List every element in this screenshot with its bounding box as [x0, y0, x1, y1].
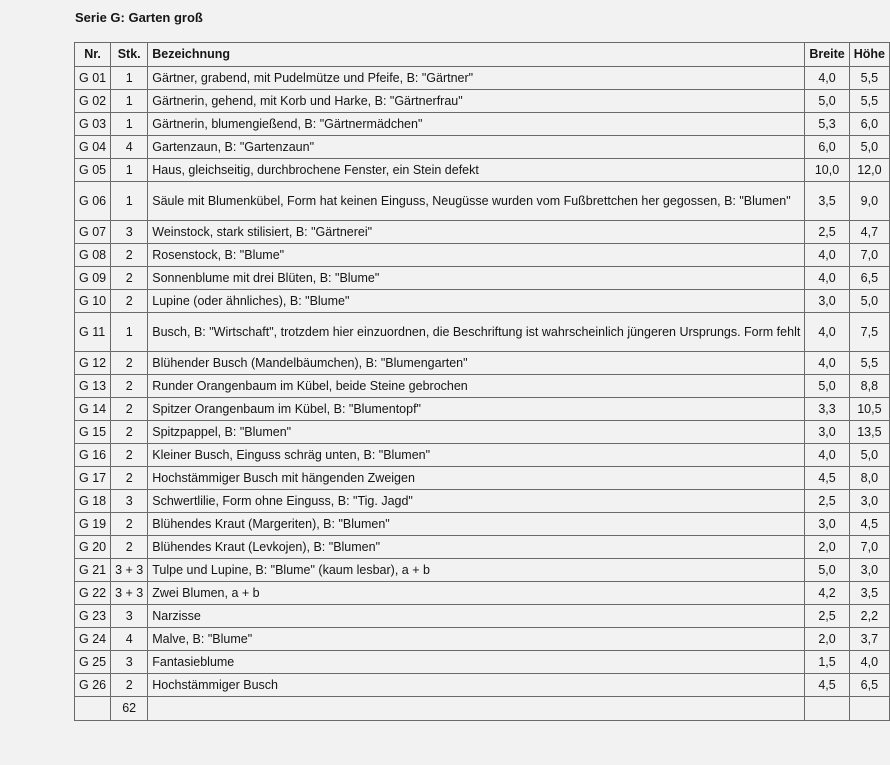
description-cell: Malve, B: "Blume"	[148, 628, 805, 651]
table-row	[75, 444, 890, 467]
table-row	[75, 136, 890, 159]
description-cell: Tulpe und Lupine, B: "Blume" (kaum lesbar), a + b	[148, 559, 805, 582]
quantity-cell: 2	[111, 375, 148, 398]
description-cell: Weinstock, stark stilisiert, B: "Gärtnerei"	[148, 221, 805, 244]
table-row	[75, 90, 890, 113]
quantity-cell: 3	[111, 605, 148, 628]
quantity-cell: 1	[111, 159, 148, 182]
description-cell: Busch, B: "Wirtschaft", trotzdem hier einzuordnen, die Beschriftung ist wahrscheinlich jüngeren Ursprungs. Form fehlt	[148, 313, 805, 352]
width-cell: 3,5	[805, 182, 849, 221]
quantity-cell: 2	[111, 444, 148, 467]
height-cell: 5,5	[849, 67, 889, 90]
height-cell: 6,5	[849, 674, 889, 697]
height-cell: 5,5	[849, 90, 889, 113]
column-header-width: Breite	[805, 43, 849, 67]
height-cell: 3,0	[849, 490, 889, 513]
width-cell: 4,5	[805, 467, 849, 490]
height-cell: 5,0	[849, 136, 889, 159]
column-header-nr: Nr.	[75, 43, 111, 67]
width-cell: 10,0	[805, 159, 849, 182]
height-cell: 7,5	[849, 313, 889, 352]
total-width-cell	[805, 697, 849, 721]
table-row	[75, 536, 890, 559]
total-row	[75, 697, 890, 721]
quantity-cell: 2	[111, 513, 148, 536]
description-cell: Schwertlilie, Form ohne Einguss, B: "Tig. Jagd"	[148, 490, 805, 513]
description-cell: Gartenzaun, B: "Gartenzaun"	[148, 136, 805, 159]
width-cell: 6,0	[805, 136, 849, 159]
item-number-cell: G 11	[75, 313, 111, 352]
quantity-cell: 1	[111, 113, 148, 136]
table-row	[75, 67, 890, 90]
item-number-cell: G 10	[75, 290, 111, 313]
table-body	[75, 67, 890, 697]
description-cell: Blühender Busch (Mandelbäumchen), B: "Blumengarten"	[148, 352, 805, 375]
item-number-cell: G 14	[75, 398, 111, 421]
height-cell: 2,2	[849, 605, 889, 628]
item-number-cell: G 22	[75, 582, 111, 605]
column-header-height: Höhe	[849, 43, 889, 67]
item-number-cell: G 23	[75, 605, 111, 628]
item-number-cell: G 01	[75, 67, 111, 90]
item-number-cell: G 16	[75, 444, 111, 467]
quantity-cell: 2	[111, 352, 148, 375]
width-cell: 4,0	[805, 352, 849, 375]
table-row	[75, 467, 890, 490]
description-cell: Spitzpappel, B: "Blumen"	[148, 421, 805, 444]
quantity-cell: 1	[111, 90, 148, 113]
width-cell: 2,5	[805, 605, 849, 628]
quantity-cell: 4	[111, 136, 148, 159]
table-row	[75, 651, 890, 674]
width-cell: 5,0	[805, 375, 849, 398]
table-row	[75, 113, 890, 136]
width-cell: 3,0	[805, 421, 849, 444]
width-cell: 5,3	[805, 113, 849, 136]
description-cell: Kleiner Busch, Einguss schräg unten, B: "Blumen"	[148, 444, 805, 467]
height-cell: 5,0	[849, 444, 889, 467]
height-cell: 4,0	[849, 651, 889, 674]
item-number-cell: G 13	[75, 375, 111, 398]
width-cell: 4,5	[805, 674, 849, 697]
item-number-cell: G 03	[75, 113, 111, 136]
description-cell: Sonnenblume mit drei Blüten, B: "Blume"	[148, 267, 805, 290]
item-number-cell: G 12	[75, 352, 111, 375]
description-cell: Hochstämmiger Busch mit hängenden Zweigen	[148, 467, 805, 490]
table-row	[75, 375, 890, 398]
quantity-cell: 1	[111, 313, 148, 352]
height-cell: 12,0	[849, 159, 889, 182]
item-number-cell: G 19	[75, 513, 111, 536]
quantity-cell: 4	[111, 628, 148, 651]
quantity-cell: 2	[111, 398, 148, 421]
height-cell: 7,0	[849, 244, 889, 267]
width-cell: 4,0	[805, 67, 849, 90]
description-cell: Fantasieblume	[148, 651, 805, 674]
height-cell: 3,7	[849, 628, 889, 651]
total-desc-cell	[148, 697, 805, 721]
item-number-cell: G 15	[75, 421, 111, 444]
item-number-cell: G 08	[75, 244, 111, 267]
description-cell: Runder Orangenbaum im Kübel, beide Steine gebrochen	[148, 375, 805, 398]
quantity-cell: 2	[111, 536, 148, 559]
quantity-cell: 2	[111, 467, 148, 490]
table-row	[75, 421, 890, 444]
height-cell: 3,0	[849, 559, 889, 582]
item-number-cell: G 18	[75, 490, 111, 513]
table-row	[75, 182, 890, 221]
description-cell: Gärtnerin, blumengießend, B: "Gärtnermädchen"	[148, 113, 805, 136]
table-header-row	[75, 43, 890, 67]
page-title: Serie G: Garten groß	[75, 10, 203, 25]
total-nr-cell	[75, 697, 111, 721]
quantity-cell: 2	[111, 267, 148, 290]
width-cell: 4,2	[805, 582, 849, 605]
width-cell: 4,0	[805, 313, 849, 352]
table-row	[75, 267, 890, 290]
quantity-cell: 2	[111, 290, 148, 313]
width-cell: 3,0	[805, 513, 849, 536]
inventory-table	[74, 42, 890, 721]
description-cell: Gärtnerin, gehend, mit Korb und Harke, B: "Gärtnerfrau"	[148, 90, 805, 113]
width-cell: 2,5	[805, 221, 849, 244]
description-cell: Säule mit Blumenkübel, Form hat keinen Einguss, Neugüsse wurden vom Fußbrettchen her gegossen, B: "Blumen"	[148, 182, 805, 221]
item-number-cell: G 20	[75, 536, 111, 559]
quantity-cell: 3 + 3	[111, 582, 148, 605]
width-cell: 5,0	[805, 559, 849, 582]
column-header-qty: Stk.	[111, 43, 148, 67]
description-cell: Blühendes Kraut (Levkojen), B: "Blumen"	[148, 536, 805, 559]
height-cell: 6,0	[849, 113, 889, 136]
quantity-cell: 2	[111, 244, 148, 267]
quantity-cell: 2	[111, 421, 148, 444]
description-cell: Haus, gleichseitig, durchbrochene Fenster, ein Stein defekt	[148, 159, 805, 182]
item-number-cell: G 04	[75, 136, 111, 159]
table-row	[75, 674, 890, 697]
height-cell: 10,5	[849, 398, 889, 421]
quantity-cell: 2	[111, 674, 148, 697]
quantity-cell: 3	[111, 651, 148, 674]
height-cell: 8,8	[849, 375, 889, 398]
height-cell: 4,7	[849, 221, 889, 244]
quantity-cell: 3	[111, 221, 148, 244]
table-row	[75, 244, 890, 267]
height-cell: 9,0	[849, 182, 889, 221]
item-number-cell: G 06	[75, 182, 111, 221]
quantity-cell: 1	[111, 182, 148, 221]
width-cell: 3,3	[805, 398, 849, 421]
height-cell: 5,0	[849, 290, 889, 313]
height-cell: 8,0	[849, 467, 889, 490]
width-cell: 4,0	[805, 244, 849, 267]
description-cell: Gärtner, grabend, mit Pudelmütze und Pfeife, B: "Gärtner"	[148, 67, 805, 90]
description-cell: Zwei Blumen, a + b	[148, 582, 805, 605]
height-cell: 13,5	[849, 421, 889, 444]
item-number-cell: G 09	[75, 267, 111, 290]
table-row	[75, 582, 890, 605]
height-cell: 3,5	[849, 582, 889, 605]
table-row	[75, 313, 890, 352]
table-row	[75, 605, 890, 628]
table-row	[75, 352, 890, 375]
height-cell: 7,0	[849, 536, 889, 559]
width-cell: 1,5	[805, 651, 849, 674]
table-row	[75, 559, 890, 582]
item-number-cell: G 02	[75, 90, 111, 113]
quantity-cell: 1	[111, 67, 148, 90]
item-number-cell: G 17	[75, 467, 111, 490]
width-cell: 4,0	[805, 267, 849, 290]
quantity-cell: 3 + 3	[111, 559, 148, 582]
table-row	[75, 398, 890, 421]
table-row	[75, 290, 890, 313]
width-cell: 3,0	[805, 290, 849, 313]
table-row	[75, 159, 890, 182]
item-number-cell: G 26	[75, 674, 111, 697]
description-cell: Hochstämmiger Busch	[148, 674, 805, 697]
height-cell: 5,5	[849, 352, 889, 375]
item-number-cell: G 05	[75, 159, 111, 182]
item-number-cell: G 21	[75, 559, 111, 582]
description-cell: Spitzer Orangenbaum im Kübel, B: "Blumentopf"	[148, 398, 805, 421]
description-cell: Rosenstock, B: "Blume"	[148, 244, 805, 267]
width-cell: 2,0	[805, 628, 849, 651]
description-cell: Lupine (oder ähnliches), B: "Blume"	[148, 290, 805, 313]
column-header-description: Bezeichnung	[148, 43, 805, 67]
height-cell: 4,5	[849, 513, 889, 536]
description-cell: Narzisse	[148, 605, 805, 628]
height-cell: 6,5	[849, 267, 889, 290]
width-cell: 2,5	[805, 490, 849, 513]
width-cell: 4,0	[805, 444, 849, 467]
description-cell: Blühendes Kraut (Margeriten), B: "Blumen"	[148, 513, 805, 536]
total-qty-cell: 62	[111, 697, 148, 721]
total-height-cell	[849, 697, 889, 721]
item-number-cell: G 25	[75, 651, 111, 674]
table-row	[75, 628, 890, 651]
quantity-cell: 3	[111, 490, 148, 513]
table-row	[75, 221, 890, 244]
table-row	[75, 490, 890, 513]
width-cell: 5,0	[805, 90, 849, 113]
item-number-cell: G 07	[75, 221, 111, 244]
item-number-cell: G 24	[75, 628, 111, 651]
table-row	[75, 513, 890, 536]
width-cell: 2,0	[805, 536, 849, 559]
